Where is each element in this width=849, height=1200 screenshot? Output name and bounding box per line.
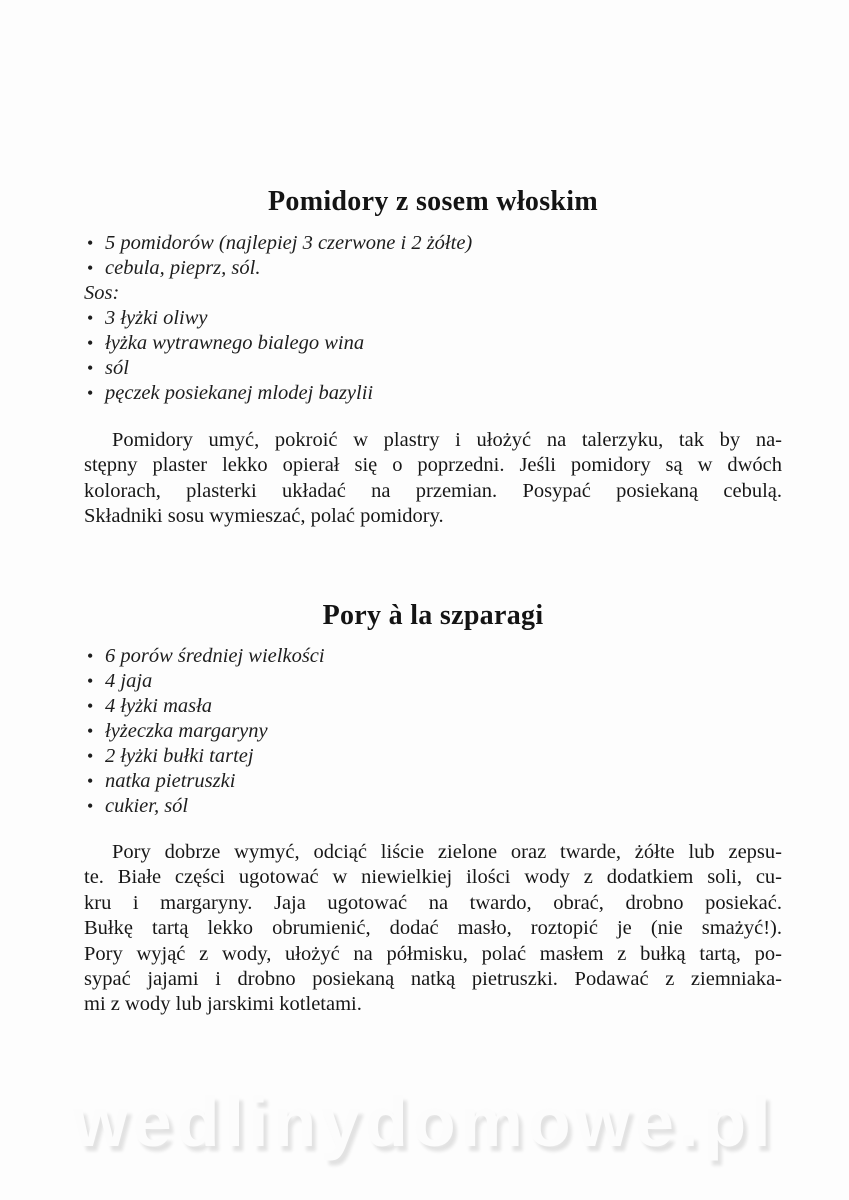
ingredient-item — [84, 644, 782, 669]
ingredient-item — [84, 719, 782, 744]
instruction-line: te. Białe części ugotować w niewielkiej ilości wody z dodatkiem soli, cu- — [84, 866, 782, 889]
bullet-icon: • — [87, 771, 94, 791]
bullet-icon: • — [87, 696, 94, 716]
bullet-icon: • — [87, 721, 94, 741]
ingredient-text: 6 porów średniej wielkości — [105, 645, 325, 667]
instruction-line: Pory wyjąć z wody, ułożyć na półmisku, polać masłem z bułką tartą, po- — [84, 942, 782, 965]
ingredient-text: 5 pomidorów (najlepiej 3 czerwone i 2 żółte) — [105, 232, 473, 254]
ingredient-text: cukier, sól — [105, 795, 189, 817]
instruction-line: mi z wody lub jarskimi kotletami. — [84, 993, 362, 1016]
recipe-title-pomidory: Pomidory z sosem włoskim — [268, 186, 598, 217]
bullet-icon: • — [87, 258, 94, 278]
sauce-subheading: Sos: — [84, 282, 120, 304]
ingredient-item — [84, 381, 782, 406]
instructions-paragraph-pomidory — [84, 428, 782, 530]
ingredient-text: 2 łyżki bułki tartej — [105, 745, 254, 767]
bullet-icon: • — [87, 796, 94, 816]
bullet-icon: • — [87, 671, 94, 691]
ingredient-item — [84, 744, 782, 769]
ingredient-list-pomidory — [84, 231, 782, 406]
ingredient-item — [84, 256, 782, 281]
instruction-line: kolorach, plasterki układać na przemian. Posypać posiekaną cebulą. — [84, 479, 782, 502]
ingredient-item — [84, 231, 782, 256]
ingredient-text: cebula, pieprz, sól. — [105, 257, 261, 279]
bullet-icon: • — [87, 333, 94, 353]
instruction-line: Pomidory umyć, pokroić w plastry i ułożyć na talerzyku, tak by na- — [112, 429, 782, 451]
ingredient-text: pęczek posiekanej mlodej bazylii — [105, 382, 374, 404]
ingredient-text: natka pietruszki — [105, 770, 236, 792]
ingredient-item — [84, 306, 782, 331]
instructions-paragraph-pory — [84, 840, 782, 1018]
instruction-line: stępny plaster lekko opierał się o poprzedni. Jeśli pomidory są w dwóch — [84, 454, 782, 477]
ingredient-text: łyżeczka margaryny — [105, 720, 268, 742]
watermark-text: wedlinydomowe.pl — [73, 1083, 776, 1161]
bullet-icon: • — [87, 308, 94, 328]
ingredient-text: 4 łyżki masła — [105, 695, 213, 717]
ingredient-item — [84, 669, 782, 694]
bullet-icon: • — [87, 233, 94, 253]
recipe-title-pory: Pory à la szparagi — [322, 600, 544, 631]
ingredient-text: łyżka wytrawnego bialego wina — [105, 332, 365, 354]
bullet-icon: • — [87, 646, 94, 666]
ingredient-item — [84, 769, 782, 794]
ingredient-item — [84, 794, 782, 819]
instruction-line: kru i margaryny. Jaja ugotować na twardo, obrać, drobno posiekać. — [84, 891, 782, 914]
bullet-icon: • — [87, 746, 94, 766]
ingredient-text: 3 łyżki oliwy — [105, 307, 208, 329]
ingredient-item — [84, 694, 782, 719]
bullet-icon: • — [87, 383, 94, 403]
ingredient-item — [84, 356, 782, 381]
ingredient-list-pory — [84, 644, 782, 819]
instruction-line: Pory dobrze wymyć, odciąć liście zielone oraz twarde, żółte lub zepsu- — [112, 841, 782, 863]
instruction-line: Składniki sosu wymieszać, polać pomidory. — [84, 505, 444, 528]
ingredient-text: sól — [105, 357, 129, 379]
ingredient-item — [84, 331, 782, 356]
instruction-line: sypać jajami i drobno posiekaną natką pietruszki. Podawać z ziemniaka- — [84, 968, 782, 991]
instruction-line: Bułkę tartą lekko obrumienić, dodać masło, roztopić je (nie smażyć!). — [84, 917, 782, 940]
bullet-icon: • — [87, 358, 94, 378]
ingredient-text: 4 jaja — [105, 670, 153, 692]
